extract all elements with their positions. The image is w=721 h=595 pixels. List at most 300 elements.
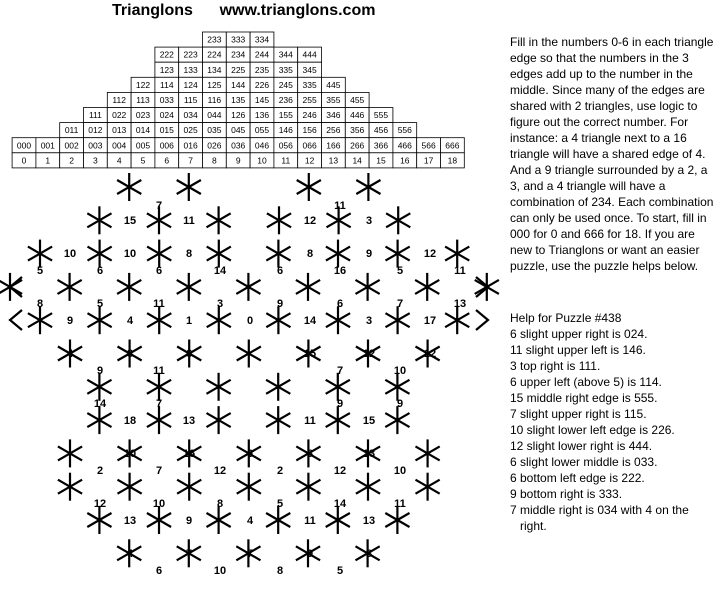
combo-cell xyxy=(226,62,250,77)
combo-cell xyxy=(226,92,250,107)
combo-cell xyxy=(345,108,369,123)
puzzle-board xyxy=(0,170,500,595)
triangle-number[interactable]: 2 xyxy=(276,465,284,477)
triangle-number[interactable]: 11 xyxy=(304,515,316,527)
sum-cell xyxy=(226,153,250,168)
combo-cell xyxy=(179,108,203,123)
combo-cell-label: 236 xyxy=(278,95,293,105)
combo-cell xyxy=(131,77,155,92)
combo-cell xyxy=(298,123,322,138)
help-line: 12 slight lower right is 444. xyxy=(510,439,653,453)
combo-cell xyxy=(441,138,465,153)
combo-cell xyxy=(131,123,155,138)
triangle-number[interactable]: 6 xyxy=(276,265,284,277)
combo-cell xyxy=(417,138,441,153)
triangle-number[interactable]: 0 xyxy=(246,315,254,327)
brand-name: Trianglons xyxy=(112,2,193,19)
combo-cell xyxy=(250,32,274,47)
combo-cell-label: 10 xyxy=(257,155,267,166)
sum-cell xyxy=(179,153,203,168)
combo-cell-label: 4 xyxy=(116,155,122,166)
help-line: 6 upper left (above 5) is 114. xyxy=(510,375,662,389)
combo-cell-label: 013 xyxy=(112,125,127,136)
combo-cell xyxy=(274,108,298,123)
triangle-number[interactable]: 7 xyxy=(155,398,163,410)
triangle-number[interactable]: 10 xyxy=(63,248,77,260)
combo-cell-label: 466 xyxy=(397,140,412,151)
triangle-number[interactable]: 14 xyxy=(93,398,107,410)
combo-cell xyxy=(298,47,322,62)
puzzle-edges xyxy=(0,173,499,567)
help-line: 6 bottom left edge is 222. xyxy=(510,471,645,485)
triangle-number[interactable]: 4 xyxy=(126,315,134,327)
triangle-number[interactable]: 3 xyxy=(216,298,224,310)
triangle-number[interactable]: 8 xyxy=(365,548,373,560)
combo-cell-label: 011 xyxy=(64,125,79,136)
sum-cell xyxy=(369,153,393,168)
combo-cell xyxy=(298,108,322,123)
triangle-number[interactable]: 8 xyxy=(185,248,193,260)
help-title: Help for Puzzle #438 xyxy=(510,311,622,325)
combo-cell xyxy=(250,47,274,62)
combo-cell xyxy=(155,138,179,153)
combo-cell-label: 235 xyxy=(254,64,270,75)
sum-cell xyxy=(250,153,274,168)
combo-cell-label: 055 xyxy=(254,125,270,136)
combo-cell-label: 146 xyxy=(278,125,293,136)
combo-cell-label: 156 xyxy=(302,125,317,136)
combo-cell xyxy=(155,62,179,77)
combination-table xyxy=(0,0,500,170)
combo-cell xyxy=(226,138,250,153)
combo-cell xyxy=(250,108,274,123)
combo-cell xyxy=(274,123,298,138)
combo-cell xyxy=(322,92,346,107)
combo-cell xyxy=(250,138,274,153)
triangle-number[interactable]: 13 xyxy=(123,515,137,527)
triangle-number[interactable]: 7 xyxy=(336,365,344,377)
combo-cell-label: 246 xyxy=(302,110,317,120)
combo-cell-label: 045 xyxy=(231,125,246,136)
triangle-number[interactable]: 13 xyxy=(182,415,196,427)
combo-cell xyxy=(322,138,346,153)
combo-cell xyxy=(322,123,346,138)
combo-cell-label: 556 xyxy=(397,125,412,136)
help-list xyxy=(510,326,716,518)
combo-cell-label: 18 xyxy=(447,155,458,166)
combo-cell-label: 116 xyxy=(207,95,222,105)
combo-cell xyxy=(393,138,417,153)
sum-cell xyxy=(345,153,369,168)
combo-cell xyxy=(84,123,108,138)
triangle-number[interactable]: 12 xyxy=(362,348,376,360)
combo-cell xyxy=(274,92,298,107)
triangle-number[interactable]: 6 xyxy=(336,298,344,310)
triangle-number[interactable]: 3 xyxy=(365,315,373,327)
combo-cell-label: 056 xyxy=(278,140,293,151)
combo-cell-label: 046 xyxy=(254,140,270,151)
triangle-number[interactable]: 12 xyxy=(303,215,317,227)
combo-cell xyxy=(226,32,250,47)
sum-cell xyxy=(155,153,179,168)
triangle-number[interactable]: 5 xyxy=(276,498,284,510)
triangle-number[interactable]: 13 xyxy=(453,298,467,310)
combo-cell-label: 16 xyxy=(400,155,410,166)
combo-cell xyxy=(369,108,393,123)
triangle-number[interactable]: 6 xyxy=(155,265,163,277)
triangle-number[interactable]: 13 xyxy=(362,515,376,527)
help-line: 6 slight lower middle is 033. xyxy=(510,455,658,469)
triangle-number[interactable]: 8 xyxy=(36,298,44,310)
combo-cell xyxy=(203,138,227,153)
combo-cell xyxy=(155,123,179,138)
combo-cell xyxy=(250,62,274,77)
combo-cell-label: 033 xyxy=(159,95,174,105)
combo-cell xyxy=(155,77,179,92)
triangle-number[interactable]: 9 xyxy=(96,365,104,377)
combo-cell-label: 024 xyxy=(159,110,174,120)
combo-cell xyxy=(203,62,227,77)
triangle-number[interactable]: 5 xyxy=(336,565,344,577)
sum-cell xyxy=(417,153,441,168)
triangle-number[interactable]: 8 xyxy=(126,348,134,360)
sum-cell xyxy=(203,153,227,168)
triangle-number[interactable]: 15 xyxy=(303,348,317,360)
combo-cell-label: 125 xyxy=(207,79,222,90)
combo-cell xyxy=(274,138,298,153)
triangle-number[interactable]: 12 xyxy=(213,465,227,477)
combo-cell-label: 135 xyxy=(231,95,246,105)
triangle-number[interactable]: 18 xyxy=(123,415,137,427)
triangle-number[interactable]: 10 xyxy=(393,365,407,377)
triangle-number[interactable]: 9 xyxy=(66,315,74,327)
help-line: 10 slight lower left edge is 226. xyxy=(510,423,675,437)
triangle-number[interactable]: 10 xyxy=(152,498,166,510)
triangle-number[interactable]: 2 xyxy=(96,465,104,477)
triangle-number[interactable]: 9 xyxy=(276,298,284,310)
instructions-text: Fill in the numbers 0-6 in each triangle edge so that the numbers in the 3 edges add up to the number in the middle. Since many of the edges are shared with 2 triangles, use logic to figure out the correct number. For instance: a 4 triangle next to a 16 triangle will have a shared edge of 4. And a 9 triangle surrounded by a 2, a 3, and a 4 triangle will have a combination of 234. Each combination can only be used once. To start, fill in 000 for 0 and 666 for 18. If you are new to Trianglons or want an easier puzzle, use the puzzle helps below. xyxy=(510,35,714,273)
combo-cell xyxy=(250,77,274,92)
combo-cell xyxy=(179,62,203,77)
combo-cell xyxy=(345,123,369,138)
sum-cell xyxy=(107,153,131,168)
triangle-number[interactable]: 4 xyxy=(66,348,74,360)
combo-cell-label: 245 xyxy=(278,79,293,90)
combo-cell-label: 15 xyxy=(376,155,386,166)
site-url: www.trianglons.com xyxy=(219,2,376,19)
combo-cell xyxy=(298,138,322,153)
triangle-number[interactable]: 11 xyxy=(153,298,165,310)
triangle-number[interactable]: 11 xyxy=(153,365,165,377)
combo-cell-label: 1 xyxy=(45,155,51,166)
combo-cell-label: 0 xyxy=(21,155,27,166)
sum-cell xyxy=(131,153,155,168)
combo-cell-label: 356 xyxy=(350,125,365,136)
combo-cell-label: 036 xyxy=(231,140,246,151)
combo-cell xyxy=(131,92,155,107)
combo-cell xyxy=(179,77,203,92)
combo-cell-label: 155 xyxy=(278,110,293,120)
sum-cell xyxy=(60,153,84,168)
triangle-number[interactable]: 9 xyxy=(336,398,344,410)
combo-cell xyxy=(274,77,298,92)
combo-cell xyxy=(226,47,250,62)
combo-cell-label: 122 xyxy=(135,79,151,90)
triangle-number[interactable]: 7 xyxy=(155,465,163,477)
triangle-number[interactable]: 12 xyxy=(333,465,347,477)
combo-cell xyxy=(84,108,108,123)
triangle-number[interactable]: 12 xyxy=(93,498,107,510)
combo-cell-label: 255 xyxy=(302,95,317,105)
combo-cell-label: 014 xyxy=(135,125,151,136)
combo-cell-label: 226 xyxy=(254,79,270,90)
triangle-number[interactable]: 17 xyxy=(423,315,437,327)
combo-cell-label: 17 xyxy=(423,155,434,166)
combo-cell xyxy=(131,138,155,153)
combo-cell-label: 003 xyxy=(88,140,103,151)
combo-cell-label: 113 xyxy=(136,95,150,105)
combo-cell-label: 222 xyxy=(159,49,174,60)
combo-cell-label: 456 xyxy=(373,125,389,136)
combo-cell-label: 025 xyxy=(183,125,198,136)
help-line: 11 slight upper left is 146. xyxy=(510,343,646,357)
combo-cell-label: 345 xyxy=(302,64,317,75)
sum-cell xyxy=(12,153,36,168)
combo-cell-label: 334 xyxy=(254,34,270,45)
combo-cell-label: 034 xyxy=(183,110,198,120)
combo-cell xyxy=(155,92,179,107)
combo-cell-label: 234 xyxy=(231,49,246,60)
combo-cell-label: 044 xyxy=(207,110,222,120)
combo-cell xyxy=(107,108,131,123)
combo-cell-label: 7 xyxy=(188,155,193,166)
combo-cell xyxy=(155,47,179,62)
combo-cell-label: 133 xyxy=(183,64,198,75)
combo-cell-label: 3 xyxy=(93,155,98,166)
triangle-number[interactable]: 6 xyxy=(246,448,254,460)
combo-cell xyxy=(179,138,203,153)
triangle-number[interactable]: 7 xyxy=(396,298,404,310)
combo-cell xyxy=(203,77,227,92)
combo-cell xyxy=(107,123,131,138)
triangle-number[interactable]: 7 xyxy=(246,548,254,560)
triangle-number[interactable]: 9 xyxy=(185,515,193,527)
combo-cell-label: 555 xyxy=(373,110,389,120)
triangle-number[interactable]: 10 xyxy=(213,565,227,577)
combo-cell xyxy=(274,62,298,77)
combo-cell-label: 225 xyxy=(231,64,246,75)
combo-cell-label: 346 xyxy=(326,110,341,120)
triangle-number[interactable]: 8 xyxy=(306,248,314,260)
sum-cell xyxy=(298,153,322,168)
combo-cell xyxy=(179,47,203,62)
combo-cell xyxy=(226,108,250,123)
triangle-number[interactable]: 6 xyxy=(185,348,193,360)
triangle-number[interactable]: 5 xyxy=(96,298,104,310)
combo-cell xyxy=(107,92,131,107)
combo-cell-label: 022 xyxy=(112,110,127,120)
combo-cell-label: 244 xyxy=(254,49,270,60)
combo-cell-label: 14 xyxy=(352,155,362,166)
combo-cell xyxy=(84,138,108,153)
triangle-number[interactable]: 15 xyxy=(362,415,376,427)
combo-cell-label: 366 xyxy=(373,140,389,151)
help-line: 9 bottom right is 333. xyxy=(510,487,623,501)
combo-cell xyxy=(203,32,227,47)
triangle-number[interactable]: 9 xyxy=(365,248,373,260)
triangle-number[interactable]: 9 xyxy=(396,398,404,410)
combo-cell xyxy=(179,92,203,107)
combo-cell-label: 566 xyxy=(421,140,436,151)
combo-cell-label: 114 xyxy=(160,79,174,90)
combo-cell-label: 066 xyxy=(302,140,317,151)
combo-cell-label: 344 xyxy=(278,49,293,60)
triangle-number[interactable]: 7 xyxy=(155,200,163,212)
combo-cell-label: 001 xyxy=(40,140,55,151)
combo-cell-label: 445 xyxy=(326,79,341,90)
combo-cell-label: 224 xyxy=(207,49,222,60)
combo-cell-label: 005 xyxy=(135,140,151,151)
combo-cell-label: 666 xyxy=(445,140,460,151)
combo-cell-label: 266 xyxy=(350,140,365,151)
combo-cell-label: 223 xyxy=(183,49,198,60)
combo-cell xyxy=(36,138,60,153)
combo-cell xyxy=(226,77,250,92)
combo-cell-label: 333 xyxy=(231,34,246,45)
combo-cell xyxy=(131,108,155,123)
combo-cell xyxy=(155,108,179,123)
combo-cell-label: 016 xyxy=(183,140,198,151)
combo-cell xyxy=(274,47,298,62)
triangle-number[interactable]: 8 xyxy=(306,448,314,460)
sum-cell xyxy=(393,153,417,168)
combo-cell-label: 444 xyxy=(302,49,317,60)
triangle-number[interactable]: 11 xyxy=(334,200,346,212)
combo-cell-label: 144 xyxy=(231,79,246,90)
combo-cell xyxy=(369,138,393,153)
help-line: 6 slight upper right is 024. xyxy=(510,327,648,341)
help-line: 7 slight upper right is 115. xyxy=(510,407,647,421)
boundary-chevron xyxy=(476,310,488,330)
triangle-number[interactable]: 7 xyxy=(185,548,193,560)
triangle-number[interactable]: 14 xyxy=(303,315,317,327)
sum-cell xyxy=(441,153,465,168)
triangle-number[interactable]: 16 xyxy=(333,265,347,277)
triangle-number[interactable]: 12 xyxy=(423,348,437,360)
sum-cell xyxy=(84,153,108,168)
combo-cell-label: 12 xyxy=(304,155,315,166)
triangle-number[interactable]: 14 xyxy=(333,498,347,510)
triangle-number[interactable]: 14 xyxy=(213,265,227,277)
combo-cell-label: 126 xyxy=(231,110,246,120)
triangle-number[interactable]: 9 xyxy=(306,548,314,560)
triangle-number[interactable]: 11 xyxy=(304,415,316,427)
help-line: 7 middle right is 034 with 4 on the xyxy=(510,503,689,517)
combo-cell xyxy=(12,138,36,153)
help-line: 15 middle right edge is 555. xyxy=(510,391,658,405)
help-line-continued: right. xyxy=(520,519,547,533)
triangle-number[interactable]: 11 xyxy=(454,265,466,277)
triangle-number[interactable]: 13 xyxy=(362,448,376,460)
combo-cell xyxy=(203,108,227,123)
combo-cell xyxy=(60,123,84,138)
combo-cell xyxy=(369,123,393,138)
combo-cell-label: 124 xyxy=(183,79,198,90)
combo-cell-label: 035 xyxy=(207,125,222,136)
combo-cell xyxy=(298,92,322,107)
triangle-number[interactable]: 1 xyxy=(185,315,193,327)
triangle-number[interactable]: 8 xyxy=(276,565,284,577)
triangle-number[interactable]: 4 xyxy=(246,515,254,527)
combo-cell-label: 5 xyxy=(140,155,146,166)
combo-cell-label: 015 xyxy=(159,125,174,136)
combo-cell-label: 004 xyxy=(112,140,127,151)
triangle-number[interactable]: 10 xyxy=(123,448,137,460)
triangle-number[interactable]: 4 xyxy=(126,548,134,560)
triangle-number[interactable]: 16 xyxy=(182,448,196,460)
triangle-number[interactable]: 5 xyxy=(396,265,404,277)
triangle-number[interactable]: 15 xyxy=(123,215,137,227)
combo-cell-label: 112 xyxy=(112,95,126,105)
combo-cell xyxy=(345,138,369,153)
combo-cell-label: 134 xyxy=(207,64,222,75)
triangle-number[interactable]: 10 xyxy=(393,465,407,477)
combo-cell xyxy=(203,123,227,138)
triangle-number[interactable]: 6 xyxy=(155,565,163,577)
triangle-number[interactable]: 3 xyxy=(365,215,373,227)
triangle-number[interactable]: 5 xyxy=(36,265,44,277)
combo-cell-label: 8 xyxy=(212,155,217,166)
combo-cell-label: 012 xyxy=(88,125,103,136)
triangle-number[interactable]: 6 xyxy=(96,265,104,277)
triangle-number[interactable]: 10 xyxy=(123,248,137,260)
triangle-number[interactable]: 12 xyxy=(423,248,437,260)
combo-cell-label: 2 xyxy=(69,155,74,166)
combo-cell-label: 002 xyxy=(64,140,79,151)
help-line: 3 top right is 111. xyxy=(510,359,601,373)
combo-cell-label: 006 xyxy=(159,140,174,151)
sum-cell xyxy=(36,153,60,168)
sum-cell xyxy=(322,153,346,168)
combo-cell xyxy=(298,77,322,92)
combo-cell-label: 455 xyxy=(350,95,365,105)
combo-cell-label: 145 xyxy=(254,95,270,105)
combo-cell-label: 115 xyxy=(183,95,198,105)
combo-cell xyxy=(322,77,346,92)
help-section xyxy=(510,310,716,534)
combo-cell-label: 166 xyxy=(326,140,341,151)
combo-cell xyxy=(179,123,203,138)
sum-cell xyxy=(274,153,298,168)
combo-cell-label: 123 xyxy=(159,64,174,75)
combo-cell-label: 233 xyxy=(207,34,222,45)
combo-cell-label: 335 xyxy=(278,64,293,75)
triangle-number[interactable]: 11 xyxy=(394,498,406,510)
combo-cell xyxy=(203,47,227,62)
combo-cell xyxy=(203,92,227,107)
combo-cell xyxy=(345,92,369,107)
combo-cell-label: 6 xyxy=(164,155,170,166)
triangle-number[interactable]: 11 xyxy=(183,215,195,227)
combo-cell xyxy=(250,123,274,138)
boundary-chevron xyxy=(10,310,22,330)
triangle-number[interactable]: 8 xyxy=(216,498,224,510)
combo-cell xyxy=(393,123,417,138)
combo-cell xyxy=(226,123,250,138)
combo-cell-label: 026 xyxy=(207,140,222,151)
combo-cell-label: 136 xyxy=(254,110,270,120)
combo-cell-label: 9 xyxy=(235,155,241,166)
